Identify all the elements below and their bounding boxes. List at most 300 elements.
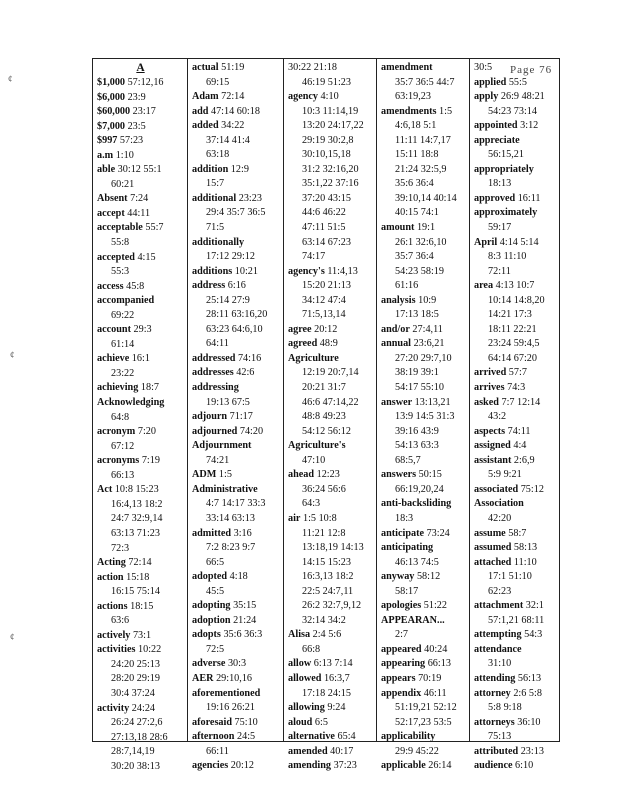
index-refs-continuation: 58:17 <box>395 585 419 597</box>
index-entry-first-line <box>474 164 534 175</box>
index-term: afternoon <box>192 731 235 743</box>
index-entry-first-line <box>381 222 435 233</box>
index-refs: 73:24 <box>424 527 450 539</box>
index-refs: 23:13 <box>518 745 544 757</box>
index-refs: 74:11 <box>505 425 531 437</box>
index-entry <box>381 527 466 542</box>
index-refs-continuation: 71:5,13,14 <box>302 309 346 321</box>
index-entry-first-line <box>97 703 155 714</box>
index-refs-continuation: 23:22 <box>111 367 135 379</box>
index-entry-first-line <box>97 630 151 641</box>
index-refs-continuation: 34:12 47:4 <box>302 294 346 306</box>
index-column-3 <box>284 59 377 772</box>
index-entry <box>192 759 280 774</box>
index-refs-continuation: 28:20 29:19 <box>111 673 160 685</box>
index-term: aspects <box>474 425 506 437</box>
index-entry <box>474 236 558 280</box>
index-term: $60,000 <box>97 106 131 118</box>
index-entry-first-line <box>474 280 534 291</box>
index-entry-first-line <box>288 629 341 640</box>
index-entry-first-line <box>288 353 339 364</box>
index-term: Absent <box>97 193 128 205</box>
index-term: appears <box>381 672 416 684</box>
index-refs: 35:6 36:3 <box>220 629 263 641</box>
index-entry-first-line <box>381 658 451 669</box>
index-term: appearing <box>381 658 426 670</box>
index-entry <box>192 657 280 672</box>
index-entry-first-line <box>381 673 441 684</box>
index-refs: 75:10 <box>232 716 258 728</box>
index-refs-continuation: 21:24 32:5,9 <box>395 163 447 175</box>
index-entry <box>288 745 373 760</box>
index-refs: 16:3,7 <box>321 672 350 684</box>
word-index-table <box>92 58 560 772</box>
index-entry <box>97 192 184 207</box>
index-refs: 7:19 <box>139 455 160 467</box>
index-refs-continuation: 45:5 <box>206 585 225 597</box>
index-entry <box>192 61 280 90</box>
index-refs-continuation: 47:10 <box>302 454 326 466</box>
index-refs: 75:12 <box>518 483 544 495</box>
index-term: added <box>192 120 219 132</box>
index-term: accompanied <box>97 295 155 307</box>
index-term: Act <box>97 484 113 496</box>
index-entry <box>474 687 558 716</box>
index-entry-first-line <box>97 281 144 292</box>
index-term: April <box>474 236 498 248</box>
index-refs-continuation: 72:3 <box>111 542 130 554</box>
index-entry <box>288 468 373 512</box>
index-term: allowed <box>288 672 322 684</box>
index-refs-continuation: 11:21 12:8 <box>302 527 346 539</box>
index-refs: 7:7 12:14 <box>498 396 541 408</box>
index-term: activity <box>97 702 130 714</box>
index-entry <box>97 323 184 352</box>
index-entry <box>474 628 558 643</box>
index-refs: 40:24 <box>421 643 448 655</box>
index-refs: 3:16 <box>231 527 252 539</box>
index-entry-first-line <box>474 193 541 204</box>
index-refs: 9:24 <box>324 702 346 714</box>
index-entry <box>474 759 558 774</box>
index-term: approved <box>474 192 516 204</box>
index-entry <box>474 672 558 687</box>
index-entry <box>381 294 466 323</box>
index-refs-continuation: 52:17,23 53:5 <box>395 716 452 728</box>
index-term: assumed <box>474 542 512 554</box>
index-refs-continuation: 31:10 <box>488 658 512 670</box>
index-refs: 72:14 <box>125 557 152 569</box>
index-entry <box>97 134 184 149</box>
index-term: a.m <box>97 149 114 161</box>
index-term: anticipate <box>381 527 425 539</box>
index-entry-first-line <box>97 644 161 655</box>
index-refs: 46:11 <box>421 687 447 699</box>
index-term: apply <box>474 91 499 103</box>
index-entry-first-line <box>192 382 239 393</box>
index-entry-first-line <box>474 760 533 771</box>
index-refs-continuation: 15:20 21:13 <box>302 280 351 292</box>
index-refs: 4:4 <box>510 440 527 452</box>
index-term: anticipating <box>381 542 434 554</box>
index-entry <box>288 759 373 774</box>
index-refs-continuation: 63:14 67:23 <box>302 236 351 248</box>
index-entry-first-line <box>97 557 152 568</box>
index-entry <box>192 119 280 163</box>
index-refs-continuation: 54:12 56:12 <box>302 425 351 437</box>
index-entry-first-line <box>192 571 248 582</box>
index-refs: 65:4 <box>334 731 356 743</box>
index-term: accept <box>97 207 125 219</box>
index-refs-continuation: 39:16 43:9 <box>395 425 439 437</box>
index-entry <box>474 119 558 134</box>
index-refs: 45:8 <box>123 280 145 292</box>
index-refs-continuation: 15:11 18:8 <box>395 149 439 161</box>
index-term: $6,000 <box>97 91 126 103</box>
index-entry <box>381 687 466 731</box>
index-refs-continuation: 66:5 <box>206 556 225 568</box>
index-entry <box>97 76 184 91</box>
index-entry-first-line <box>474 717 541 728</box>
index-entry-first-line <box>381 498 451 509</box>
index-refs: 6:16 <box>225 280 246 292</box>
index-entry <box>288 337 373 352</box>
index-entry <box>97 600 184 629</box>
index-entry <box>192 236 280 265</box>
index-refs: 19:1 <box>414 222 436 234</box>
index-entry <box>192 483 280 527</box>
index-refs-continuation: 12:19 20:7,14 <box>302 367 359 379</box>
index-term: agreed <box>288 338 318 350</box>
index-term: addresses <box>192 367 234 379</box>
index-refs-continuation: 48:8 49:23 <box>302 411 346 423</box>
index-entry <box>97 381 184 396</box>
index-refs-continuation: 29:9 45:22 <box>395 745 439 757</box>
index-entry-first-line <box>192 658 246 669</box>
index-term: aforementioned <box>192 687 261 699</box>
index-refs-continuation: 66:13 <box>111 469 135 481</box>
index-refs-continuation: 29:4 35:7 36:5 <box>206 207 266 219</box>
index-refs: 6:5 <box>312 716 328 728</box>
index-refs: 73:1 <box>130 629 152 641</box>
index-entry <box>288 323 373 338</box>
index-term: access <box>97 280 124 292</box>
index-entry-first-line <box>97 484 159 495</box>
index-entry-first-line <box>381 62 433 73</box>
index-entry <box>474 599 558 628</box>
index-term: achieving <box>97 382 139 394</box>
index-refs-continuation: 4:7 14:17 33:3 <box>206 498 266 510</box>
index-refs-continuation: 5:8 9:18 <box>488 702 522 714</box>
index-refs-continuation: 60:21 <box>111 178 135 190</box>
index-refs: 16:11 <box>515 192 541 204</box>
index-refs: 20:12 <box>311 323 338 335</box>
index-refs: 15:18 <box>123 571 150 583</box>
index-refs: 11:4,13 <box>324 265 358 277</box>
index-refs-continuation: 4:6,18 5:1 <box>395 120 437 132</box>
index-entry <box>381 105 466 221</box>
index-entry <box>474 527 558 542</box>
index-entry-first-line <box>474 397 540 408</box>
index-entry <box>97 425 184 454</box>
index-entry <box>381 323 466 338</box>
index-refs: 4:18 <box>227 571 248 583</box>
index-refs-continuation: 16:3,13 18:2 <box>302 571 354 583</box>
index-refs: 58:7 <box>505 527 527 539</box>
index-entry <box>474 163 558 192</box>
index-refs: 29:3 <box>130 324 152 336</box>
index-entry <box>97 105 184 120</box>
index-refs-continuation: 64:3 <box>302 498 321 510</box>
index-refs-continuation: 54:23 58:19 <box>395 265 444 277</box>
index-term: agencies <box>192 760 229 772</box>
index-refs-continuation: 67:12 <box>111 440 135 452</box>
index-refs: 23:9 <box>125 91 146 103</box>
index-refs: 57:7 <box>506 367 527 379</box>
index-refs: 4:14 5:14 <box>497 236 539 248</box>
index-entry-first-line <box>474 237 539 248</box>
index-refs: 55:5 <box>506 76 527 88</box>
index-entry-first-line <box>192 673 252 684</box>
index-entry <box>192 599 280 614</box>
index-entry-first-line <box>192 760 254 771</box>
index-refs-continuation: 19:16 26:21 <box>206 702 255 714</box>
index-entry-first-line <box>97 601 153 612</box>
index-entry <box>381 672 466 687</box>
index-refs-continuation: 64:8 <box>111 411 130 423</box>
index-refs: 58:12 <box>414 571 441 583</box>
index-refs: 74:3 <box>504 382 526 394</box>
index-refs-continuation: 15:7 <box>206 178 225 190</box>
index-entry <box>381 599 466 614</box>
index-entry <box>474 396 558 425</box>
index-term: Acknowledging <box>97 397 165 409</box>
index-entry <box>474 716 558 745</box>
index-term: actual <box>192 62 219 73</box>
index-term: assigned <box>474 440 511 452</box>
index-entry <box>474 425 558 440</box>
index-term: attached <box>474 556 512 568</box>
index-refs: 37:23 <box>331 760 357 772</box>
index-entry-first-line <box>288 731 356 742</box>
index-refs-continuation: 24:7 32:9,14 <box>111 513 163 525</box>
index-term: assistant <box>474 454 512 466</box>
index-refs: 4:10 <box>318 91 339 103</box>
index-term: attorney <box>474 687 511 699</box>
index-entry-first-line <box>288 469 340 480</box>
index-term: activities <box>97 644 136 656</box>
index-entry <box>192 570 280 599</box>
index-term: actively <box>97 629 131 641</box>
index-term: adopted <box>192 571 228 583</box>
index-entry-first-line <box>474 440 526 451</box>
index-entry-first-line <box>97 92 146 103</box>
index-term: action <box>97 571 124 583</box>
index-entry <box>474 206 558 235</box>
index-term: addressed <box>192 352 236 364</box>
index-term: ahead <box>288 469 315 481</box>
index-term: APPEARAN... <box>381 614 445 626</box>
index-term: $7,000 <box>97 120 126 132</box>
index-refs-continuation: 13:9 14:5 31:3 <box>395 411 455 423</box>
index-entry-first-line <box>288 658 353 669</box>
index-entry-first-line <box>192 280 246 291</box>
index-refs: 27:4,11 <box>409 323 443 335</box>
index-entry <box>97 629 184 644</box>
index-refs-continuation: 35:7 36:5 44:7 <box>395 76 455 88</box>
index-entry-first-line <box>97 252 156 263</box>
index-entry-first-line <box>474 600 544 611</box>
index-refs: 57:23 <box>117 135 144 147</box>
index-column-5 <box>470 59 561 772</box>
index-term: Association <box>474 498 524 510</box>
index-entry <box>288 265 373 323</box>
index-entry <box>192 265 280 280</box>
index-entry <box>288 716 373 731</box>
index-refs-continuation: 23:24 59:4,5 <box>488 338 540 350</box>
index-entry-first-line <box>192 629 262 640</box>
index-entry <box>288 512 373 628</box>
index-term: answers <box>381 469 417 481</box>
index-term: admitted <box>192 527 232 539</box>
index-entry <box>192 425 280 440</box>
index-term: address <box>192 280 226 292</box>
index-entry-first-line <box>288 338 338 349</box>
index-entry-first-line <box>474 120 538 131</box>
index-entry <box>288 439 373 468</box>
index-refs-continuation: 63:6 <box>111 615 130 627</box>
index-refs-continuation: 63:23 64:6,10 <box>206 323 263 335</box>
index-term: attorneys <box>474 716 515 728</box>
index-entry-first-line <box>97 324 152 335</box>
index-entry-first-line <box>97 222 164 233</box>
index-refs: 16:1 <box>129 353 150 365</box>
index-refs: 58:13 <box>511 542 538 554</box>
index-entry-first-line <box>97 208 150 219</box>
index-refs-continuation: 46:19 51:23 <box>302 76 351 88</box>
index-refs: 7:20 <box>135 426 156 438</box>
index-entry <box>192 105 280 120</box>
index-refs-continuation: 44:6 46:22 <box>302 207 346 219</box>
page-label: Page 76 <box>510 64 553 76</box>
index-refs: 23:6,21 <box>411 338 445 350</box>
index-column-4 <box>377 59 470 772</box>
index-entry-first-line <box>474 746 544 757</box>
index-entry-first-line <box>474 455 535 466</box>
index-entry <box>474 643 558 672</box>
index-entry <box>474 134 558 163</box>
index-term: adopting <box>192 600 231 612</box>
index-entry <box>97 483 184 556</box>
index-term: Acting <box>97 557 126 569</box>
index-entry-first-line <box>474 644 522 655</box>
index-entry <box>192 381 280 410</box>
index-entry-first-line <box>474 629 542 640</box>
index-entry <box>474 381 558 396</box>
index-term: applied <box>474 76 507 88</box>
index-term: Agriculture's <box>288 440 346 452</box>
index-refs: 4:13 10:7 <box>493 280 535 292</box>
index-entry <box>381 541 466 570</box>
index-refs-continuation: 26:1 32:6,10 <box>395 236 447 248</box>
index-refs-continuation: 18:13 <box>488 178 512 190</box>
index-entry-first-line <box>381 731 435 742</box>
index-entry-first-line <box>97 150 134 161</box>
index-entry-first-line <box>192 120 244 131</box>
index-refs: 48:9 <box>317 338 338 350</box>
index-refs: 42:6 <box>233 367 255 379</box>
index-term: appointed <box>474 120 518 132</box>
index-term: agency's <box>288 265 325 277</box>
index-refs: 7:24 <box>127 193 149 205</box>
index-entry-first-line <box>192 237 244 248</box>
index-refs: 36:10 <box>514 716 541 728</box>
index-refs: 21:24 <box>230 614 257 626</box>
index-entry <box>192 410 280 425</box>
index-entry-first-line <box>381 571 440 582</box>
index-term: attendance <box>474 643 522 655</box>
index-entry <box>97 643 184 701</box>
index-refs: 30:12 55:1 <box>115 164 162 176</box>
index-term: associated <box>474 483 519 495</box>
index-entry-first-line <box>97 193 148 204</box>
index-term: and/or <box>381 323 410 335</box>
index-refs: 3:12 <box>517 120 539 132</box>
index-term: additions <box>192 265 233 277</box>
index-refs-continuation: 5:9 9:21 <box>488 469 522 481</box>
index-refs: 11:10 <box>511 556 537 568</box>
index-refs-continuation: 71:5 <box>206 222 225 234</box>
index-entry <box>381 570 466 599</box>
index-refs-continuation: 26:2 32:7,9,12 <box>302 600 362 612</box>
index-refs-continuation: 54:17 55:10 <box>395 382 444 394</box>
index-entry-first-line <box>288 91 339 102</box>
index-refs-continuation: 43:2 <box>488 411 507 423</box>
index-entry-first-line <box>474 426 531 437</box>
index-entry-first-line <box>288 440 346 451</box>
index-refs-continuation: 30:10,15,18 <box>302 149 351 161</box>
index-column-2 <box>188 59 284 772</box>
index-entry <box>192 90 280 105</box>
index-entry <box>97 396 184 425</box>
index-refs-continuation: 25:14 27:9 <box>206 294 250 306</box>
index-refs-continuation: 68:5,7 <box>395 454 421 466</box>
index-entry <box>381 657 466 672</box>
index-entry <box>474 192 558 207</box>
index-entry <box>97 91 184 106</box>
index-entry-first-line <box>288 673 350 684</box>
index-entry <box>97 221 184 250</box>
index-refs-continuation: 18:11 22:21 <box>488 323 537 335</box>
index-refs-continuation: 13:18,19 14:13 <box>302 542 364 554</box>
index-refs: 24:24 <box>129 702 156 714</box>
index-term: attachment <box>474 600 524 612</box>
index-entry <box>97 207 184 222</box>
index-refs-continuation: 17:13 18:5 <box>395 309 439 321</box>
index-term: apologies <box>381 600 422 612</box>
index-refs: 23:23 <box>236 192 262 204</box>
index-refs-continuation: 2:7 <box>395 629 409 641</box>
index-refs-continuation: 37:14 41:4 <box>206 134 250 146</box>
index-term: audience <box>474 760 513 772</box>
index-entry-first-line <box>192 688 260 699</box>
index-refs: 2:6,9 <box>511 454 535 466</box>
index-term: agree <box>288 323 312 335</box>
index-term: anyway <box>381 571 415 583</box>
index-term: area <box>474 280 494 292</box>
index-refs: 74:16 <box>235 352 262 364</box>
index-entry-first-line <box>288 760 357 771</box>
